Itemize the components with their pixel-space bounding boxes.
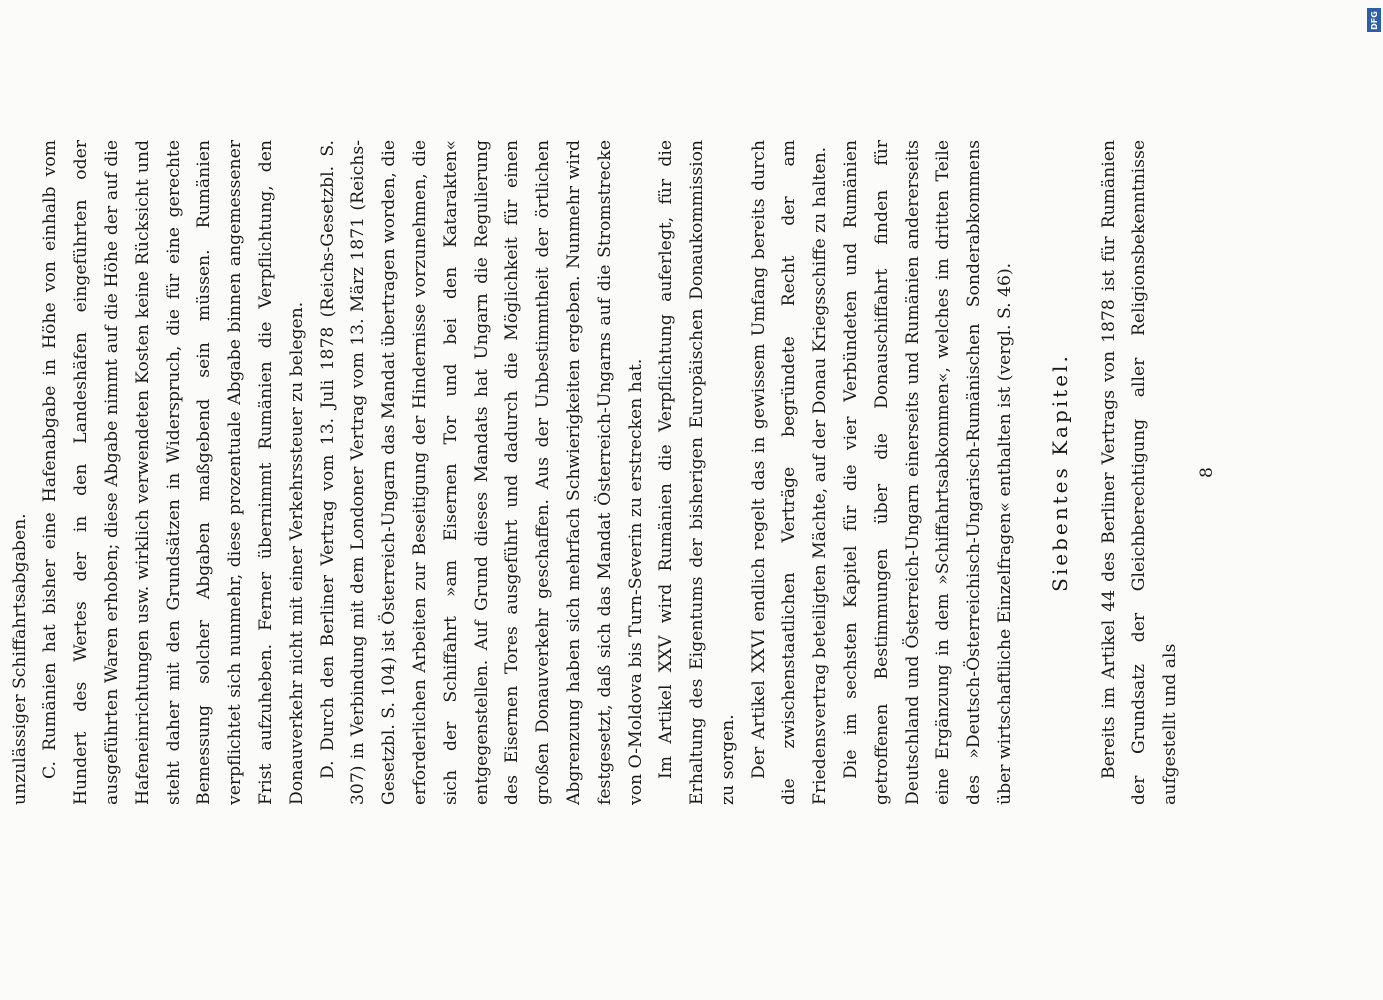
- body-text: [0, 140, 1233, 805]
- paragraph: D. Durch den Berliner Vertrag vom 13. Juli 1878 (Reichs-Gesetzbl. S. 307) in Verbindung mit dem Londoner Vertrag vom 13. März 1871 (Reichs-Gesetzbl. S. 104) ist Österreich-Ungarn das Mandat übertragen worden, die erforderlichen Arbeiten zur Beseitigung der Hindernisse vorzunehmen, die sich der Schiffahrt »am Eisernen Tor und bei den Katarakten« entgegenstellen. Auf Grund dieses Mandats hat Ungarn die Regulierung des Eisernen Tores ausgeführt und dadurch die Möglichkeit für einen großen Donauverkehr geschaffen. Aus der Unbestimmtheit der örtlichen Abgrenzung haben sich mehrfach Schwierigkeiten ergeben. Nunmehr wird festgesetzt, daß sich das Mandat Österreich-Ungarns auf die Stromstrecke von O-Moldova bis Turn-Severin zu erstrecken hat.: [317, 140, 646, 805]
- paragraph: Die im sechsten Kapitel für die vier Verbündeten und Rumänien getroffenen Bestimmungen über die Donauschiffahrt finden für Deutschland und Österreich-Ungarn einerseits und Rumänien andererseits eine Ergänzung in dem »Schiffahrtsabkommen«, welches im dritten Teile des »Deutsch-Österreichisch-Ungarisch-Rumänischen Sonderabkommens über wirtschaftliche Einzelfragen« enthalten ist (vergl. S. 46).: [841, 140, 1016, 805]
- dfg-logo: DFG: [1367, 8, 1381, 32]
- signature-mark: 8: [1197, 467, 1218, 478]
- paragraph: Der Artikel XXVI endlich regelt das in gewissem Umfang bereits durch die zwischenstaatlichen Verträge begründete Recht der am Friedensvertrag beteiligten Mächte, auf der Donau Kriegsschiffe zu halten.: [748, 140, 831, 805]
- chapter-heading: Siebentes Kapitel.: [1048, 353, 1073, 592]
- paragraph: C. Rumänien hat bisher eine Hafenabgabe in Höhe von einhalb vom Hundert des Wertes der in den Landeshäfen eingeführten oder ausgeführten Waren erhoben; diese Abgabe nimmt auf die Höhe der auf die Hafeneinrichtungen usw. wirklich verwendeten Kosten keine Rücksicht und steht daher mit den Grundsätzen in Widerspruch, die für eine gerechte Bemessung solcher Abgaben maßgebend sein müssen. Rumänien verpflichtet sich nunmehr, diese prozentuale Abgabe binnen angemessener Frist aufzuheben. Ferner übernimmt Rumänien die Verpflichtung, den Donauverkehr nicht mit einer Verkehrssteuer zu belegen.: [40, 140, 307, 805]
- paragraph: Im Artikel XXV wird Rumänien die Verpflichtung auferlegt, für die Erhaltung des Eigentums der bisherigen Europäischen Donaukommission zu sorgen.: [656, 140, 739, 805]
- paragraph: Bereits im Artikel 44 des Berliner Vertrags von 1878 ist für Rumänien der Grundsatz der Gleichberechtigung aller Religionsbekenntnisse aufgestellt und als: [1098, 140, 1181, 805]
- paragraph: unzulässiger Schiffahrtsabgaben.: [9, 513, 30, 805]
